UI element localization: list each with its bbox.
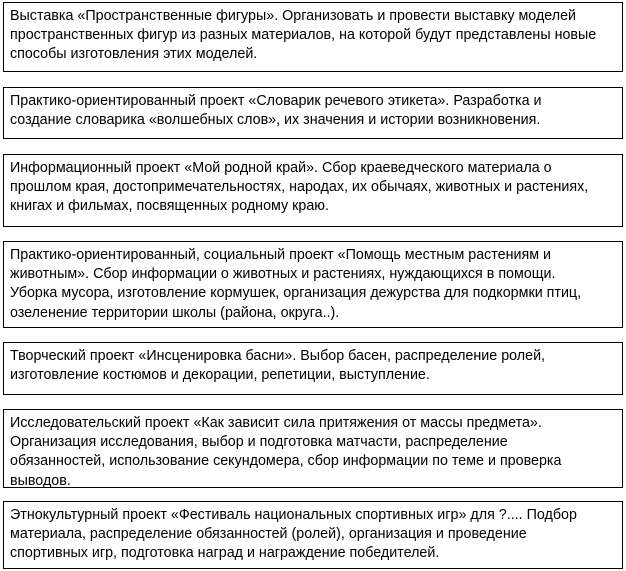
project-box-native-land	[3, 154, 623, 227]
project-box-exhibition	[3, 2, 623, 72]
project-box-fable-staging	[3, 342, 623, 395]
project-description: Творческий проект «Инсценировка басни». Выбор басен, распределение ролей, изготовление костюмов и декорации, репетиции, выступление.	[10, 348, 546, 384]
project-description: Исследовательский проект «Как зависит сила притяжения от массы предмета». Организация исследования, выбор и подготовка матчасти, распределение обязанностей, использование секундомера, сбор информации по теме и проверка выводов.	[10, 415, 562, 489]
project-description: Практико-ориентированный, социальный проект «Помощь местным растениям и животным». Сбор информации о животных и растениях, нуждающихся в помощи. Уборка мусора, изготовление кормушек, организация дежурства для подкормки птиц, озеленение территории школы (района, округа..).	[10, 247, 582, 321]
project-description: Информационный проект «Мой родной край». Сбор краеведческого материала о прошлом края, достопримечательностях, народах, их обычаях, животных и растениях, книгах и фильмах, посвященных родному краю.	[10, 160, 589, 215]
project-box-gravity-research	[3, 409, 623, 488]
project-description: Этнокультурный проект «Фестиваль национальных спортивных игр» для ?.... Подбор материала, распределение обязанностей (ролей), организация и проведение спортивных игр, подготовка наград и награждение победителей.	[10, 507, 577, 562]
project-description: Выставка «Пространственные фигуры». Организовать и провести выставку моделей пространственных фигур из разных материалов, на которой будут представлены новые способы изготовления этих моделей.	[10, 8, 597, 63]
project-description: Практико-ориентированный проект «Словарик речевого этикета». Разработка и создание словарика «волшебных слов», их значения и истории возникновения.	[10, 93, 542, 129]
project-box-speech-etiquette	[3, 87, 623, 139]
project-box-sports-festival	[3, 501, 623, 569]
project-box-help-plants-animals	[3, 241, 623, 328]
